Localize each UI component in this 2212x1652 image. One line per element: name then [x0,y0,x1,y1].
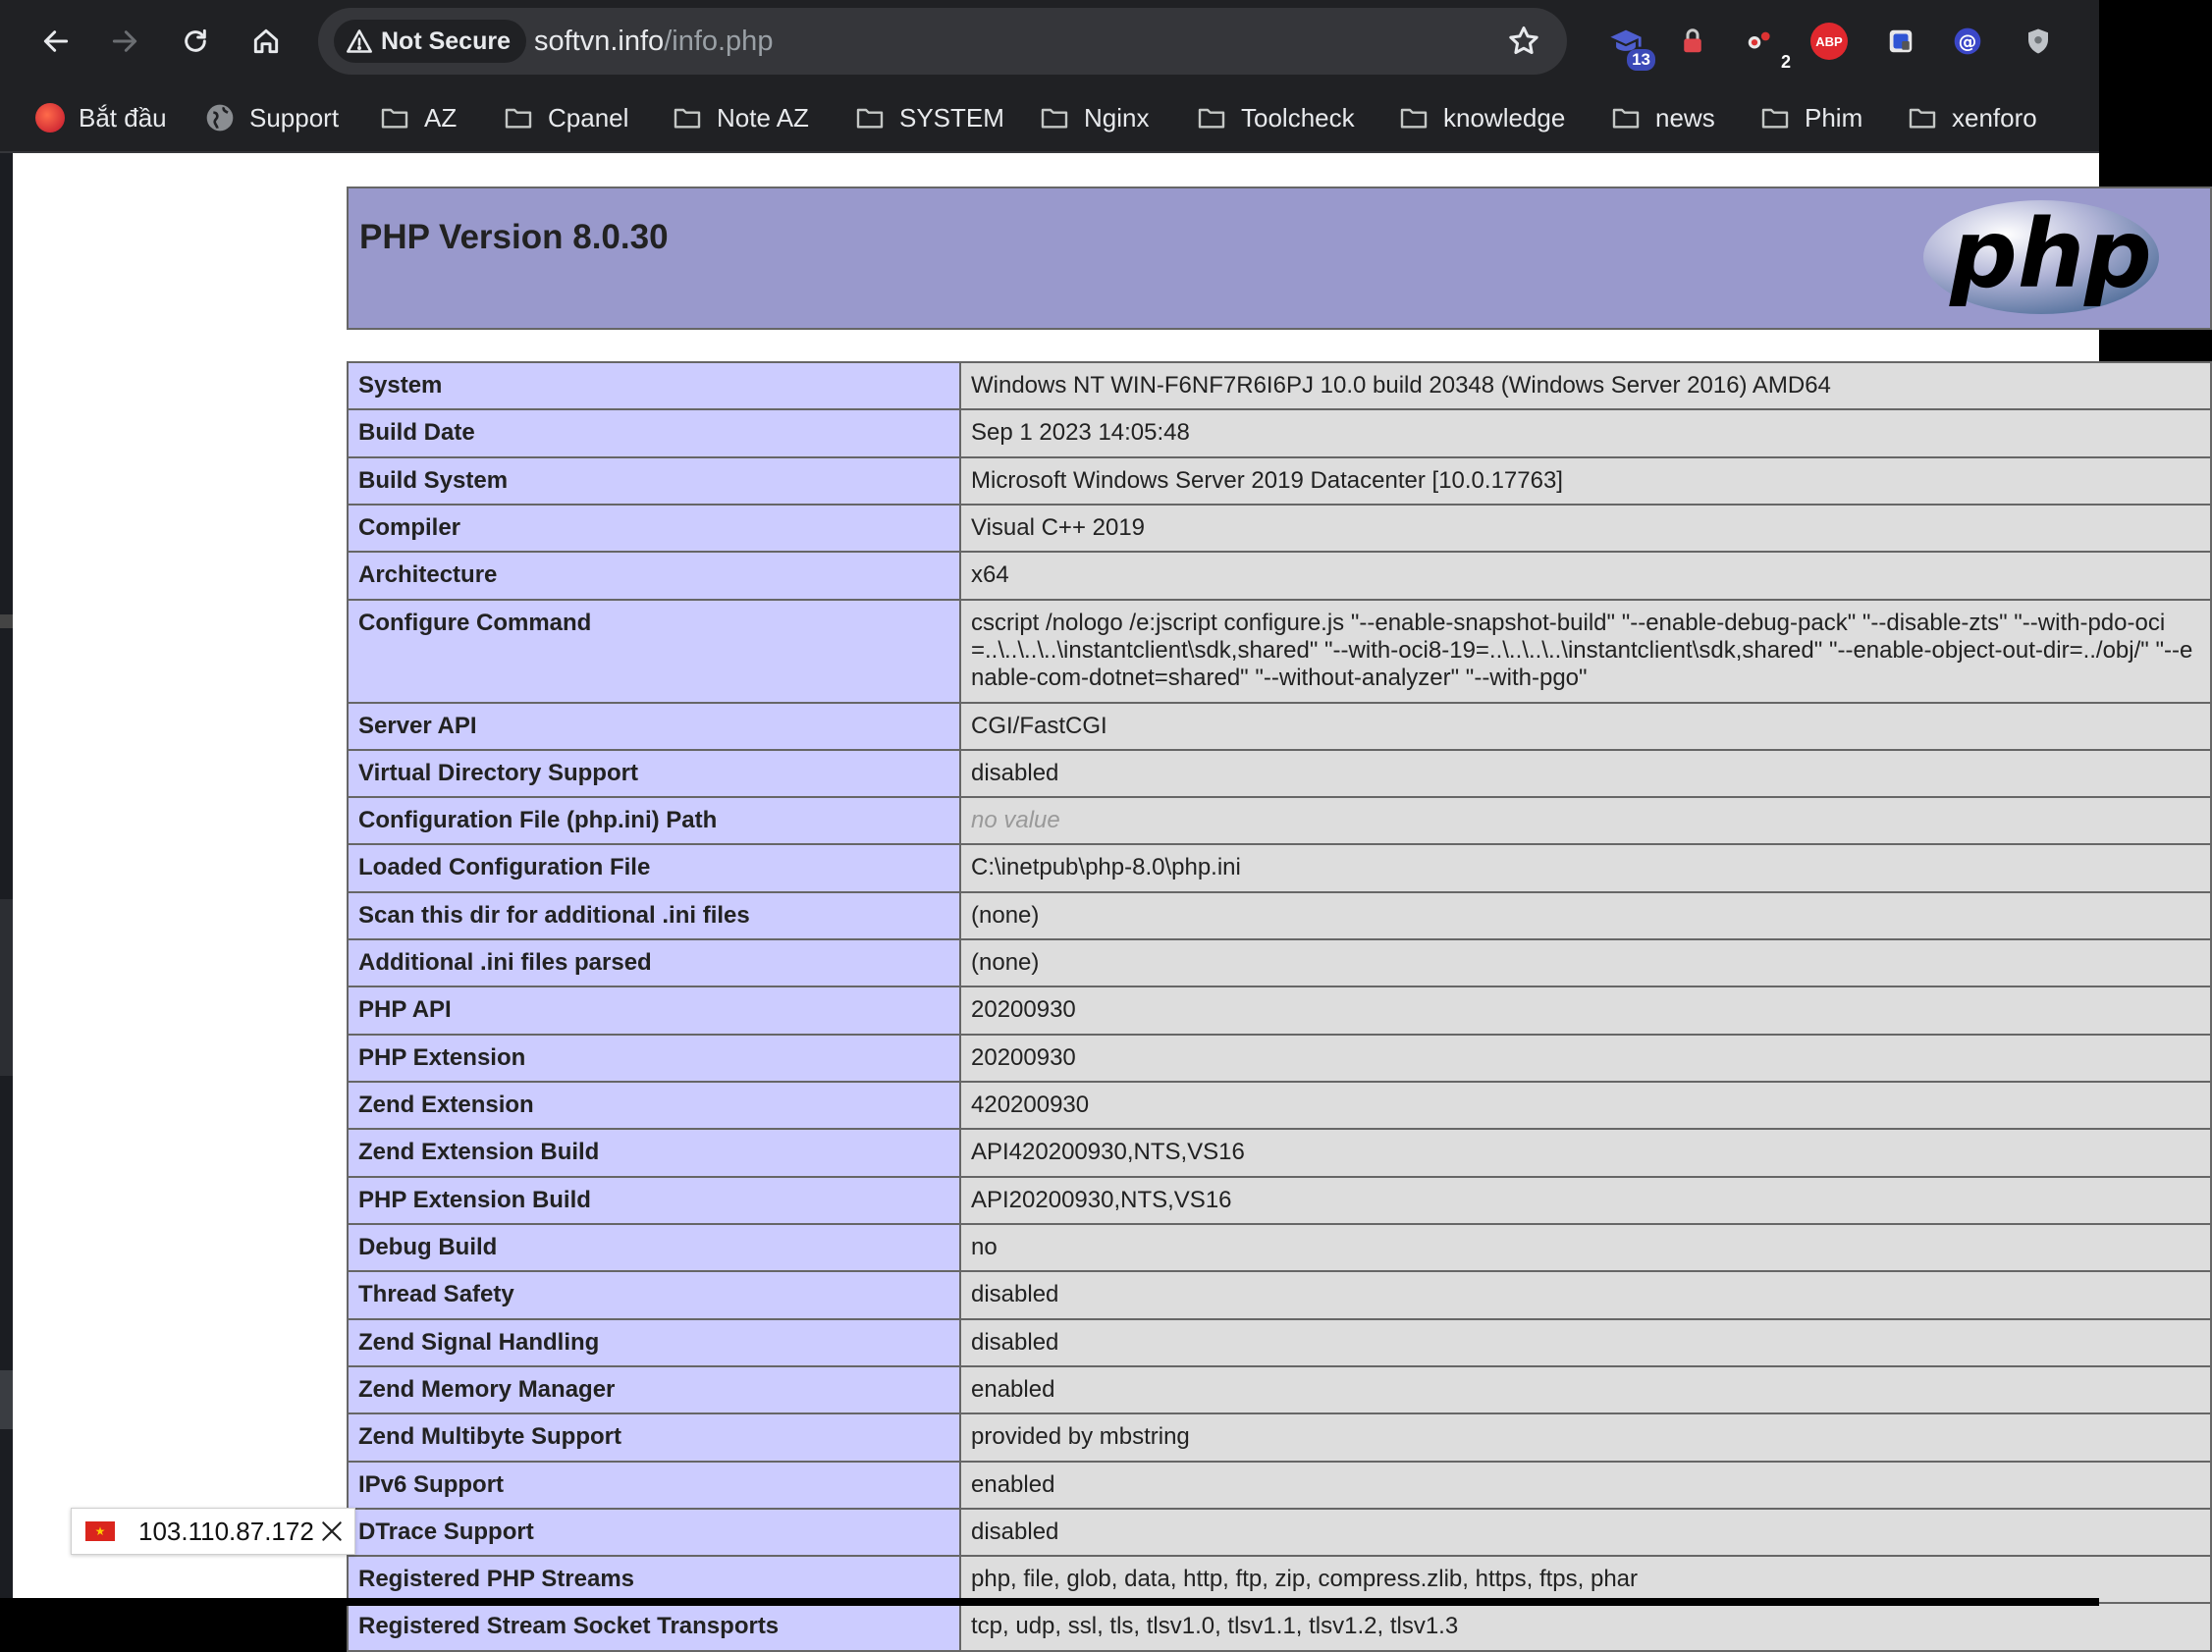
row-key: Zend Multibyte Support [348,1413,960,1461]
folder-icon [1610,102,1642,133]
row-value: x64 [960,552,2211,599]
address-bar[interactable] [318,8,1567,75]
row-key: DTrace Support [348,1509,960,1556]
row-key: PHP Extension Build [348,1177,960,1224]
table-row [348,1035,2211,1082]
row-value: 20200930 [960,986,2211,1034]
row-key: System [348,362,960,409]
folder-icon [1039,102,1070,133]
graduation-cap-icon[interactable] [1606,22,1650,69]
table-row [348,1509,2211,1556]
reload-button[interactable] [175,21,216,62]
row-key: Virtual Directory Support [348,750,960,797]
adblock-label: ABP [1815,33,1843,49]
folder-icon [854,102,886,133]
lock-extension-icon[interactable] [1673,22,1712,61]
bookmark-label: Note AZ [717,102,809,133]
table-row [348,1462,2211,1509]
bookmark-folder-cpanel[interactable] [503,98,628,137]
row-value: enabled [960,1462,2211,1509]
row-value: php, file, glob, data, http, ftp, zip, compress.zlib, https, ftps, phar [960,1556,2211,1603]
folder-icon [672,102,703,133]
row-value: disabled [960,750,2211,797]
row-value: API20200930,NTS,VS16 [960,1177,2211,1224]
row-value: C:\inetpub\php-8.0\php.ini [960,844,2211,891]
table-row [348,1319,2211,1366]
row-key: Server API [348,703,960,750]
dots-extension-icon[interactable] [1740,22,1791,72]
table-row [348,1224,2211,1271]
bookmark-folder-nginx[interactable] [1039,98,1149,137]
row-key: Zend Extension [348,1082,960,1129]
row-key: Registered Stream Socket Transports [348,1603,960,1650]
row-key: PHP Extension [348,1035,960,1082]
bookmark-folder-az[interactable] [379,98,457,137]
red-swirl-favicon [35,103,65,133]
at-sign-extension-icon[interactable] [1948,22,1987,61]
forward-button[interactable] [104,21,145,62]
table-row [348,939,2211,986]
row-key: Configuration File (php.ini) Path [348,797,960,844]
row-value: disabled [960,1271,2211,1318]
url-path: /info.php [664,26,774,57]
star-icon [1506,24,1541,59]
row-key: IPv6 Support [348,1462,960,1509]
table-row [348,986,2211,1034]
home-button[interactable] [245,21,287,62]
no-value-text: no value [971,807,1060,834]
url-text[interactable] [534,26,773,58]
bookmark-support[interactable] [204,98,339,137]
row-value: Microsoft Windows Server 2019 Datacenter [10.0.17763] [960,457,2211,505]
phpinfo-table [347,361,2212,1652]
bookmark-folder-xenforo[interactable] [1907,98,2037,137]
bookmark-label: Support [249,102,340,133]
row-key: Build Date [348,409,960,456]
bookmarks-bar [0,82,2099,153]
row-key: Build System [348,457,960,505]
folder-icon [503,102,534,133]
site-security-chip[interactable] [334,20,526,63]
bookmark-star-button[interactable] [1506,24,1541,59]
row-value: Visual C++ 2019 [960,505,2211,552]
table-row [348,1177,2211,1224]
bookmark-folder-news[interactable] [1610,98,1715,137]
row-value: (none) [960,939,2211,986]
globe-favicon [204,102,236,133]
row-key: Thread Safety [348,1271,960,1318]
row-key: Debug Build [348,1224,960,1271]
table-row [348,1082,2211,1129]
adblock-plus-icon[interactable] [1810,23,1848,60]
bookmark-label: Nginx [1084,102,1150,133]
table-row [348,1129,2211,1176]
row-value: cscript /nologo /e:jscript configure.js "--enable-snapshot-build" "--enable-debug-pack" "--disable-zts" "--with-pdo-oci=..\..\..\..\instantclient\sdk,shared" "--with-oci8-19=..\..\..\..\instantclient\sdk,shared" "--enable-object-out-dir=../obj/" "--enable-com-dotnet=shared" "--without-analyzer" "--with-pgo" [960,600,2211,703]
bookmark-folder-note-az[interactable] [672,98,809,137]
row-key: Zend Memory Manager [348,1366,960,1413]
phpinfo-container [347,187,2212,1652]
row-key: PHP API [348,986,960,1034]
bookmark-folder-phim[interactable] [1759,98,1862,137]
table-row [348,844,2211,891]
reload-icon [180,26,211,57]
row-value: disabled [960,1509,2211,1556]
bookmark-folder-toolcheck[interactable] [1196,98,1355,137]
bookmark-label: xenforo [1952,102,2037,133]
row-value: Sep 1 2023 14:05:48 [960,409,2211,456]
home-icon [250,26,282,57]
row-key: Zend Extension Build [348,1129,960,1176]
row-value: (none) [960,892,2211,939]
row-key: Compiler [348,505,960,552]
bookmark-label: Cpanel [548,102,629,133]
row-value: CGI/FastCGI [960,703,2211,750]
password-manager-icon[interactable] [1881,22,1920,61]
bookmark-label: knowledge [1443,102,1566,133]
table-row [348,1603,2211,1650]
table-row [348,1413,2211,1461]
row-key: Configure Command [348,600,960,703]
bookmark-bat-dau[interactable] [35,98,167,137]
table-row [348,600,2211,703]
back-button[interactable] [35,21,77,62]
extension-badge: 13 [1627,49,1655,71]
bookmark-folder-system[interactable] [854,98,1004,137]
table-row [348,552,2211,599]
bookmark-label: AZ [424,102,458,133]
bookmark-label: SYSTEM [899,102,1004,133]
row-value: disabled [960,1319,2211,1366]
bookmark-label: news [1655,102,1715,133]
row-value: API420200930,NTS,VS16 [960,1129,2211,1176]
table-row [348,362,2211,409]
row-key: Registered PHP Streams [348,1556,960,1603]
row-key: Loaded Configuration File [348,844,960,891]
row-key: Zend Signal Handling [348,1319,960,1366]
ip-address-popup [71,1508,355,1555]
row-value: 20200930 [960,1035,2211,1082]
browser-toolbar [0,0,2099,82]
folder-icon [1196,102,1227,133]
extension-badge: 2 [1780,52,1791,72]
table-row [348,892,2211,939]
table-row [348,1366,2211,1413]
page-title: PHP Version 8.0.30 [359,218,669,256]
table-row [348,1271,2211,1318]
row-value: no [960,1224,2211,1271]
close-icon[interactable] [319,1519,345,1544]
row-key: Architecture [348,552,960,599]
arrow-right-icon [109,26,140,57]
folder-icon [1907,102,1938,133]
bottom-edge [0,1598,2099,1606]
table-row [348,457,2211,505]
url-host: softvn.info [534,26,665,57]
bookmark-folder-knowledge[interactable] [1398,98,1565,137]
shield-extension-icon[interactable] [2019,22,2058,61]
vietnam-flag-icon: ★ [85,1521,115,1541]
bookmark-label: Toolcheck [1241,102,1355,133]
row-key: Additional .ini files parsed [348,939,960,986]
row-value: provided by mbstring [960,1413,2211,1461]
table-row [348,505,2211,552]
row-key: Scan this dir for additional .ini files [348,892,960,939]
row-value: enabled [960,1366,2211,1413]
phpinfo-header [347,187,2212,330]
security-label: Not Secure [381,27,511,55]
svg-text:php: php [1950,199,2152,309]
bookmark-label: Phim [1805,102,1863,133]
arrow-left-icon [40,26,72,57]
php-logo-icon[interactable] [1921,198,2161,316]
folder-icon [1398,102,1430,133]
warning-triangle-icon [346,27,373,55]
table-row [348,703,2211,750]
table-row [348,797,2211,844]
row-value: Windows NT WIN-F6NF7R6I6PJ 10.0 build 20348 (Windows Server 2016) AMD64 [960,362,2211,409]
table-row [348,1556,2211,1603]
table-row [348,750,2211,797]
desktop-edge [0,153,13,1606]
row-value: tcp, udp, ssl, tls, tlsv1.0, tlsv1.1, tlsv1.2, tlsv1.3 [960,1603,2211,1650]
bookmark-label: Bắt đầu [79,102,167,133]
row-value: 420200930 [960,1082,2211,1129]
page-viewport [13,153,2193,1640]
ip-address-text: 103.110.87.172 [138,1516,314,1546]
folder-icon [379,102,410,133]
folder-icon [1759,102,1791,133]
table-row [348,409,2211,456]
svg-text:@: @ [1958,31,1977,53]
row-value [960,797,2211,844]
